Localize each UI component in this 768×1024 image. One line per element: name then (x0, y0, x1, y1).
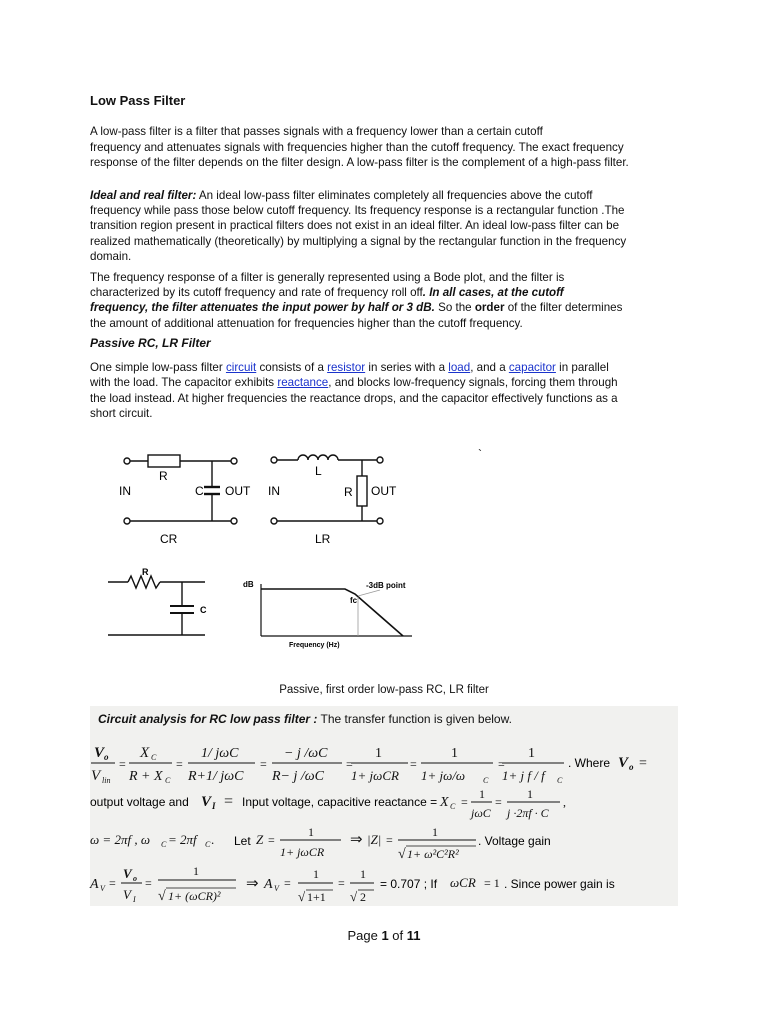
svg-text:=: = (639, 756, 647, 771)
svg-text:⇒: ⇒ (246, 876, 259, 892)
svg-text:1+1: 1+1 (307, 890, 326, 904)
svg-text:1+ j f / f: 1+ j f / f (502, 768, 545, 783)
svg-text:V: V (100, 884, 105, 893)
eq-voltage-gain: . Voltage gain (478, 834, 551, 848)
svg-text:|Z|: |Z| (367, 832, 382, 847)
svg-text:X: X (140, 745, 150, 761)
svg-text:,: , (563, 795, 566, 809)
link-resistor[interactable]: resistor (327, 361, 366, 374)
link-load[interactable]: load (448, 361, 471, 374)
svg-text:− j /ωC: − j /ωC (284, 746, 328, 761)
lr-circuit (271, 455, 383, 524)
lr-caption: LR (315, 532, 331, 546)
svg-text:1: 1 (432, 825, 438, 839)
svg-text:1: 1 (528, 746, 535, 761)
figure-caption: Passive, first order low-pass RC, LR filter (279, 684, 489, 696)
svg-text:C: C (557, 776, 563, 785)
link-capacitor[interactable]: capacitor (508, 361, 556, 374)
svg-text:lin: lin (102, 776, 111, 785)
svg-text:1+ jωCR: 1+ jωCR (351, 768, 399, 783)
svg-text:=: = (346, 757, 353, 771)
svg-text:o: o (629, 762, 634, 772)
eq-0707: = 0.707 ; If (380, 877, 438, 891)
svg-text:1: 1 (375, 746, 382, 761)
svg-text:√: √ (298, 889, 306, 904)
ideal-filter-paragraph: Ideal and real filter: An ideal low-pass filter eliminates completely all frequencies above the cutoff frequency while pass those below cutoff frequency. Its frequency response is a rectangular function .The transition region present in practical filters does not exist in an ideal filter. An ideal low-pass filter can be realized mathematically (theoretically) by multiplying a signal by the rectangular function in the frequency domain. (90, 189, 627, 263)
lr-label-l: L (315, 464, 322, 478)
svg-text:=: = (145, 876, 152, 890)
stray-mark: ` (478, 447, 482, 461)
svg-text:V: V (91, 768, 101, 784)
cr-caption: CR (160, 532, 178, 546)
lr-label-out: OUT (371, 484, 397, 498)
svg-text:C: C (205, 840, 211, 849)
svg-text:1: 1 (479, 787, 485, 801)
eq-output-voltage: output voltage and (90, 795, 189, 809)
svg-text:1: 1 (308, 825, 314, 839)
svg-text:ωCR: ωCR (450, 875, 476, 890)
svg-text:V: V (94, 745, 105, 761)
svg-text:o: o (133, 874, 137, 883)
svg-text:1: 1 (451, 746, 458, 761)
svg-text:C: C (165, 776, 171, 785)
svg-text:=: = (176, 757, 183, 771)
eq-input-voltage: Input voltage, capacitive reactance = (242, 795, 438, 809)
svg-text:j ·2πf · C: j ·2πf · C (507, 806, 549, 820)
svg-text:Z: Z (256, 832, 264, 847)
svg-text:R− j /ωC: R− j /ωC (272, 769, 325, 784)
svg-text:1: 1 (193, 864, 199, 878)
svg-text:I: I (133, 895, 136, 904)
page-footer: Page 1 of 11 (347, 928, 421, 943)
svg-text:=: = (495, 795, 502, 809)
cr-label-r: R (159, 469, 168, 483)
svg-text:= 1: = 1 (484, 876, 500, 890)
svg-text:V: V (201, 794, 212, 810)
eq-since: . Since power gain is (504, 877, 615, 891)
svg-text:1+ (ωCR)²: 1+ (ωCR)² (168, 889, 221, 903)
rc-label-c: C (200, 605, 207, 615)
lr-label-in: IN (268, 484, 280, 498)
page-title: Low Pass Filter (90, 93, 186, 108)
svg-text:C: C (151, 753, 157, 762)
svg-text:jωC: jωC (471, 806, 491, 820)
svg-text:ω = 2πf , ω: ω = 2πf , ω (90, 832, 151, 847)
passive-paragraph: One simple low-pass filter circuit consists of a resistor in series with a load, and a capacitor in parallel with the load. The capacitor exhibits reactance, and blocks low-frequency signals, forcing them through the load instead. At higher frequencies the reactance drops, and the capacitor effectively functions as a short circuit. (90, 361, 618, 421)
svg-text:=: = (109, 876, 116, 890)
bode-label-3db: -3dB point (366, 581, 406, 590)
svg-text:A: A (90, 877, 99, 892)
svg-text:1: 1 (313, 867, 319, 881)
svg-text:=: = (410, 757, 417, 771)
cr-label-c: C (195, 484, 204, 498)
lr-label-r: R (344, 485, 353, 499)
svg-text:.: . (211, 832, 215, 847)
rc-schematic (108, 576, 205, 635)
svg-text:1+ ω²C²R²: 1+ ω²C²R² (407, 847, 459, 861)
section-heading-passive: Passive RC, LR Filter (90, 336, 211, 350)
svg-text:=: = (461, 795, 468, 809)
rc-label-r: R (142, 567, 149, 577)
svg-text:√: √ (398, 847, 406, 862)
cr-label-in: IN (119, 484, 131, 498)
svg-text:1: 1 (360, 867, 366, 881)
svg-text:2: 2 (360, 890, 366, 904)
svg-text:=: = (119, 757, 126, 771)
svg-text:=: = (386, 833, 393, 847)
svg-text:C: C (483, 776, 489, 785)
svg-text:√: √ (158, 889, 166, 904)
filter-circuit-diagrams (0, 440, 768, 680)
bode-paragraph: The frequency response of a filter is generally represented using a Bode plot, and the filter is characterized by its cutoff frequency and rate of frequency roll off. In all cases, at the cutoff frequency, the filter attenuates the input power by half or 3 dB. So the order of the filter determines the amount of additional attenuation for frequencies higher than the cutoff frequency. (90, 271, 623, 330)
svg-text:A: A (264, 877, 273, 892)
svg-text:= 2πf: = 2πf (168, 832, 197, 847)
svg-text:1: 1 (527, 787, 533, 801)
bode-label-db: dB (243, 580, 254, 589)
intro-paragraph: A low-pass filter is a filter that passes signals with a frequency lower than a certain cutoff frequency and attenuates signals with frequencies higher than the cutoff frequency. The exact frequency response of the filter depends on the filter design. A low-pass filter is the complement of a high-pass filter. (90, 125, 629, 169)
bode-label-frequency: Frequency (Hz) (289, 642, 340, 649)
link-circuit[interactable]: circuit (225, 361, 257, 374)
svg-text:I: I (212, 801, 216, 811)
svg-text:=: = (224, 793, 234, 810)
link-reactance[interactable]: reactance (277, 376, 329, 390)
eq-where: . Where (568, 756, 611, 770)
svg-text:=: = (284, 876, 291, 890)
svg-text:=: = (338, 876, 345, 890)
cr-label-out: OUT (225, 484, 251, 498)
svg-text:C: C (450, 802, 456, 811)
svg-text:⇒: ⇒ (350, 832, 363, 848)
eq-let: Let (234, 834, 251, 848)
transfer-function-equations (88, 730, 680, 906)
cr-circuit (124, 455, 237, 524)
svg-text:R + X: R + X (129, 769, 163, 784)
svg-text:=: = (260, 757, 267, 771)
svg-text:C: C (161, 840, 167, 849)
svg-text:1+ jωCR: 1+ jωCR (280, 845, 325, 859)
svg-text:o: o (104, 752, 109, 762)
svg-text:V: V (618, 755, 629, 771)
svg-text:V: V (274, 884, 279, 893)
svg-text:1/ jωC: 1/ jωC (201, 746, 239, 761)
svg-text:=: = (268, 833, 275, 847)
svg-text:X: X (440, 795, 449, 810)
analysis-heading: Circuit analysis for RC low pass filter : The transfer function is given below. (98, 712, 512, 726)
svg-text:V: V (123, 887, 131, 902)
svg-text:=: = (498, 757, 505, 771)
bode-plot (261, 584, 412, 636)
svg-text:√: √ (350, 889, 358, 904)
svg-text:1+ jω/ω: 1+ jω/ω (421, 768, 466, 783)
svg-text:R+1/ jωC: R+1/ jωC (188, 769, 244, 784)
svg-text:V: V (123, 866, 132, 881)
bode-label-fc: fc (350, 596, 358, 605)
